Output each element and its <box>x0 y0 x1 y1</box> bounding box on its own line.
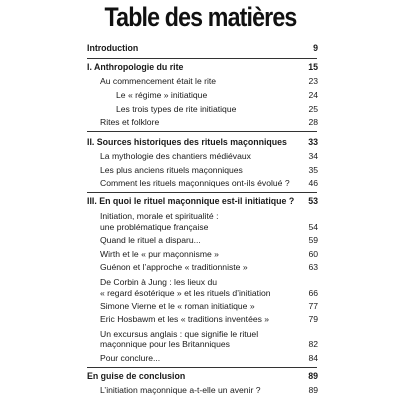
toc-entry <box>0 61 401 73</box>
toc-entry-page: 89 <box>308 371 318 381</box>
toc-entry-label: Un excursus anglais : que signifie le rituel <box>100 329 259 339</box>
toc-entry <box>0 150 401 162</box>
toc-entry-label: III. En quoi le rituel maçonnique est-il initiatique ? <box>87 196 295 206</box>
toc-entry-label: De Corbin à Jung : les lieux du <box>100 277 218 287</box>
toc-entry-page: 66 <box>308 288 318 298</box>
toc-entry-label: La mythologie des chantiers médiévaux <box>100 151 251 161</box>
toc-entry <box>0 352 401 364</box>
section-divider <box>87 131 317 132</box>
toc-entry-page: 9 <box>313 43 318 53</box>
toc-entry-label: Rites et folklore <box>100 117 160 127</box>
page-title: Table des matières <box>104 2 297 32</box>
toc-entry <box>0 195 401 207</box>
toc-entry <box>0 42 401 54</box>
toc-entry <box>0 103 401 115</box>
toc-entry-page: 89 <box>308 385 318 395</box>
toc-entry-label: Le « régime » initiatique <box>116 90 208 100</box>
toc-entry-page: 15 <box>308 62 318 72</box>
toc-entry-page: 28 <box>308 117 318 127</box>
toc-entry <box>0 300 401 312</box>
toc-entry <box>0 177 401 189</box>
toc-entry-label: Pour conclure... <box>100 353 161 363</box>
toc-entry-page: 54 <box>308 222 318 232</box>
toc-entry-page: 77 <box>308 301 318 311</box>
section-divider <box>87 192 317 193</box>
toc-entry-page: 82 <box>308 339 318 349</box>
toc-entry-page: 34 <box>308 151 318 161</box>
toc-entry <box>0 248 401 260</box>
toc-entry-label: Wirth et le « pur maçonnisme » <box>100 249 219 259</box>
section-divider <box>87 58 317 59</box>
toc-entry-label: Les plus anciens rituels maçonniques <box>100 165 243 175</box>
section-divider <box>87 367 317 368</box>
toc-entry-page: 24 <box>308 90 318 100</box>
toc-entry <box>0 89 401 101</box>
toc-entry-page: 46 <box>308 178 318 188</box>
toc-entry-label: En guise de conclusion <box>87 371 186 381</box>
toc-entry-page: 63 <box>308 262 318 272</box>
toc-entry-label: Eric Hosbawm et les « traditions inventées » <box>100 314 270 324</box>
toc-entry-label: Quand le rituel a disparu... <box>100 235 201 245</box>
toc-entry <box>0 261 401 273</box>
toc-entry-page: 33 <box>308 137 318 147</box>
toc-entry-label: maçonnique pour les Britanniques <box>100 339 230 349</box>
toc-entry <box>0 164 401 176</box>
toc-entry-label: « regard ésotérique » et les rituels d’initiation <box>100 288 271 298</box>
toc-entry-page: 35 <box>308 165 318 175</box>
toc-entry <box>0 370 401 382</box>
toc-entry <box>0 221 401 233</box>
toc-entry-page: 53 <box>308 196 318 206</box>
toc-entry-label: I. Anthropologie du rite <box>87 62 184 72</box>
toc-entry-page: 25 <box>308 104 318 114</box>
toc-entry-page: 59 <box>308 235 318 245</box>
toc-entry-page: 79 <box>308 314 318 324</box>
toc-entry <box>0 136 401 148</box>
toc-entry-page: 84 <box>308 353 318 363</box>
toc-entry <box>0 384 401 396</box>
toc-entry <box>0 234 401 246</box>
toc-entry-label: Comment les rituels maçonniques ont-ils évolué ? <box>100 178 290 188</box>
toc-entry-label: Initiation, morale et spiritualité : <box>100 211 219 221</box>
toc-entry-page: 60 <box>308 249 318 259</box>
toc-entry-label: II. Sources historiques des rituels maçonniques <box>87 137 287 147</box>
toc-entry <box>0 313 401 325</box>
toc-entry-label: Introduction <box>87 43 139 53</box>
toc-entry-label: Au commencement était le rite <box>100 76 217 86</box>
toc-entry <box>0 116 401 128</box>
toc-entry-page: 23 <box>308 76 318 86</box>
toc-entry-label: L’initiation maçonnique a-t-elle un avenir ? <box>100 385 261 395</box>
toc-entry <box>0 287 401 299</box>
toc-entry <box>0 338 401 350</box>
toc-entry <box>0 75 401 87</box>
toc-entry-label: Simone Vierne et le « roman initiatique » <box>100 301 255 311</box>
toc-entry-label: une problématique française <box>100 222 209 232</box>
toc-entry-label: Guénon et l’approche « traditionniste » <box>100 262 248 272</box>
toc-entry-label: Les trois types de rite initiatique <box>116 104 237 114</box>
